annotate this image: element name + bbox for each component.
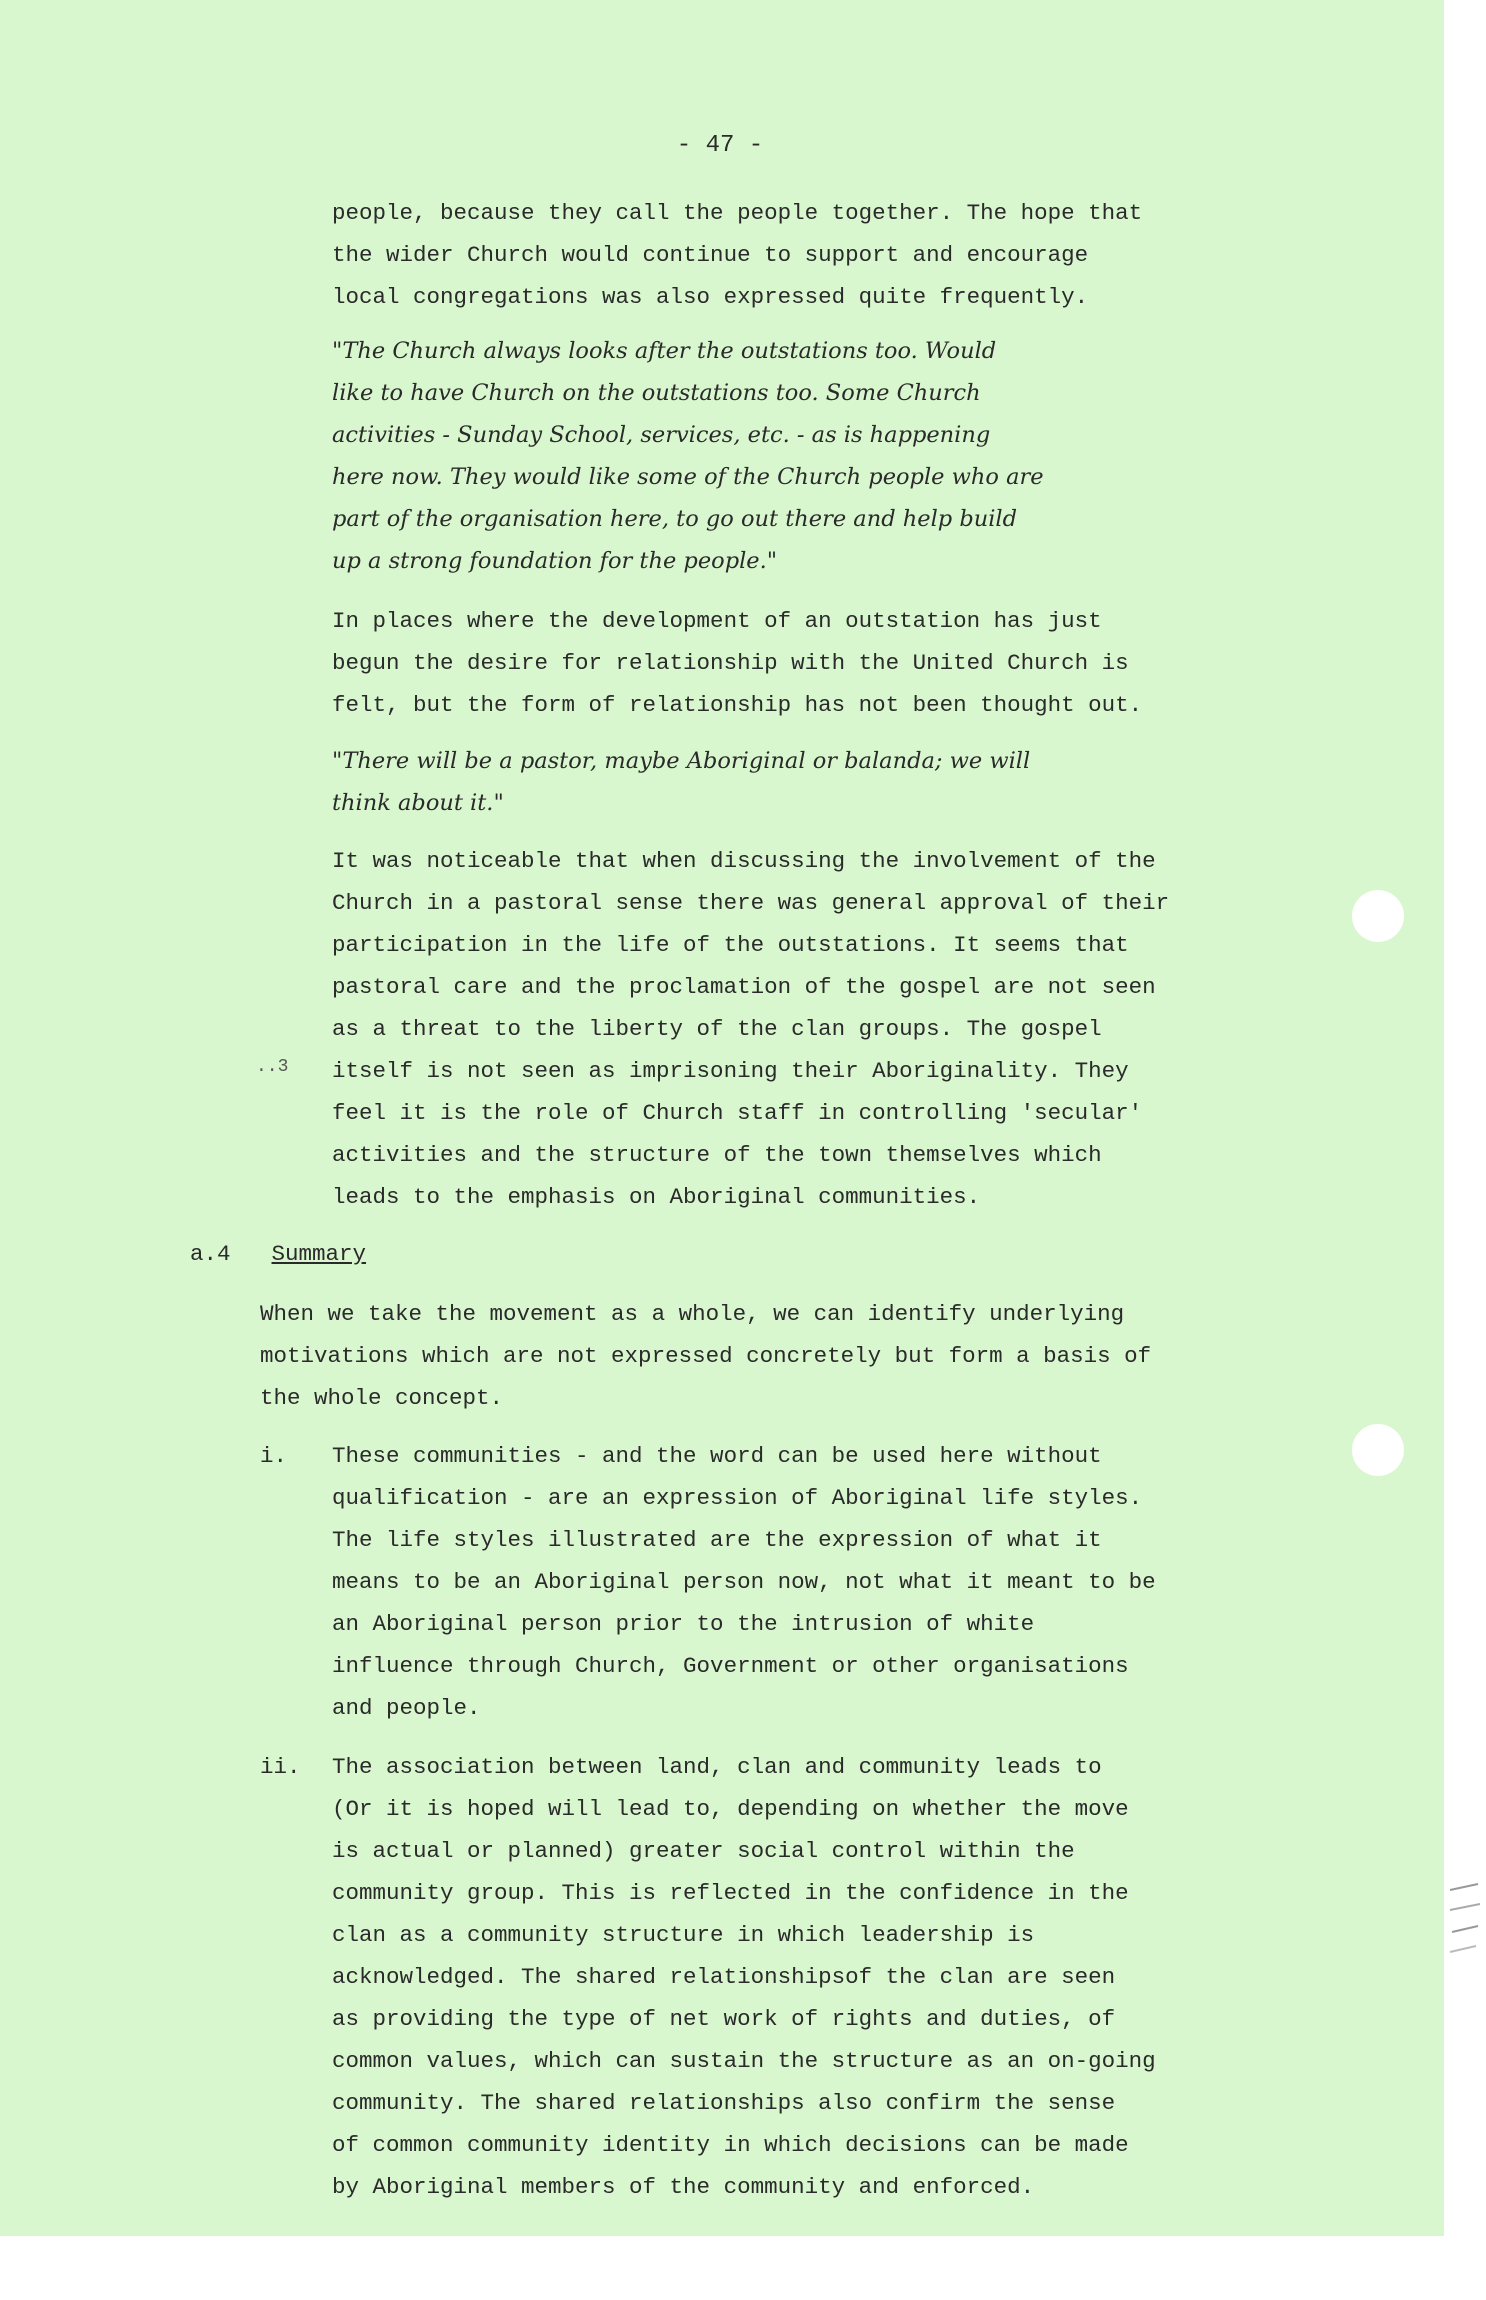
paragraph-pastoral-approval: It was noticeable that when discussing the involvement of the Church in a pastoral sense there was general approval of their participation in the life of the outstations. It seems that pastoral care and the proclamation of the gospel are not seen as a threat to the liberty of the clan groups. The gospel itself is not seen as imprisoning their Aboriginality. They feel it is the role of Church staff in controlling 'secular' activities and the structure of the town themselves which leads to the emphasis on Aboriginal communities. [332, 848, 1170, 1210]
section-heading [190, 1233, 366, 1275]
summary-intro: When we take the movement as a whole, we can identify underlying motivations which are not expressed concretely but form a basis of the whole concept. [260, 1301, 1152, 1411]
list-item-i-text: These communities - and the word can be used here without qualification - are an expression of Aboriginal life styles. The life styles illustrated are the expression of what it means to be an Aboriginal person now, not what it meant to be an Aboriginal person prior to the intrusion of white influence through Church, Government or other organisations and people. [332, 1443, 1156, 1721]
paragraph-people-together: people, because they call the people together. The hope that the wider Church would continue to support and encourage local congregations was also expressed quite frequently. [332, 200, 1143, 310]
list-item-ii-text: The association between land, clan and community leads to (Or it is hoped will lead to, depending on whether the move is actual or planned) greater social control within the community group. This is reflected in the confidence in the clan as a community structure in which leadership is acknowledged. The shared relationshipsof the clan are seen as providing the type of net work of rights and duties, of common values, which can sustain the structure as an on-going community. The shared relationships also confirm the sense of common community identity in which decisions can be made by Aboriginal members of the community and enforced. [332, 1754, 1156, 2200]
section-label: a.4 [190, 1241, 231, 1267]
page-number: - 47 - [676, 132, 764, 159]
paragraph-outstation-development: In places where the development of an outstation has just begun the desire for relationship with the United Church is felt, but the form of relationship has not been thought out. [332, 608, 1143, 718]
list-number-i: i. [260, 1443, 288, 1469]
punch-hole-top [1352, 890, 1404, 942]
page-edge-marks [1448, 1880, 1482, 1960]
list-number-ii: ii. [260, 1754, 301, 1780]
quote-pastor: "There will be a pastor, maybe Aboriginal or balanda; we will think about it." [332, 748, 1031, 816]
margin-annotation: ..3 [256, 1057, 289, 1077]
section-title: Summary [271, 1241, 367, 1267]
punch-hole-bottom [1352, 1424, 1404, 1476]
quote-church-outstations: "The Church always looks after the outstations too. Would like to have Church on the outstations too. Some Church activities - Sunday School, services, etc. - as is happening here now. They would like some of the Church people who are part of the organisation here, to go out there and help build up a strong foundation for the people." [332, 338, 1044, 574]
